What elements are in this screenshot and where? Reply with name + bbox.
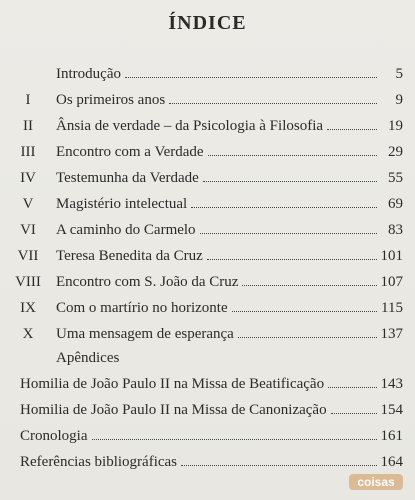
toc-leader-dots <box>203 169 377 182</box>
toc-entry <box>0 324 403 344</box>
toc-entry-number: I <box>25 92 31 108</box>
appendix-entry-label: Cronologia <box>20 428 88 444</box>
toc-entry-label: Teresa Benedita da Cruz <box>56 248 203 264</box>
appendix-entry <box>20 400 403 420</box>
toc-entry-page: 29 <box>388 144 403 160</box>
toc-entry-label: Uma mensagem de esperança <box>56 326 234 342</box>
appendix-entry-page: 154 <box>380 402 403 418</box>
toc-entry-number: V <box>22 196 34 212</box>
toc-leader-dots <box>328 375 376 388</box>
toc-entry-page: 107 <box>380 274 403 290</box>
toc-entry <box>0 142 403 162</box>
toc-entry-page: 101 <box>380 248 403 264</box>
toc-entry <box>0 116 403 136</box>
toc-entry-number: IV <box>20 170 36 186</box>
toc-entry-number: III <box>20 144 36 160</box>
toc-leader-dots <box>331 401 377 414</box>
appendix-entry-label: Homilia de João Paulo II na Missa de Canonização <box>20 402 327 418</box>
toc-entry-label: Magistério intelectual <box>56 196 188 212</box>
toc-leader-dots <box>232 299 377 312</box>
watermark-logo: coisas <box>349 474 403 490</box>
toc-entry-page: 19 <box>388 118 403 134</box>
toc-leader-dots <box>191 195 377 208</box>
toc-entry <box>0 64 403 84</box>
toc-entry-number: IX <box>20 300 36 316</box>
toc-leader-dots <box>327 117 377 130</box>
appendix-entry-label: Referências bibliográficas <box>20 454 178 470</box>
appendix-entry-page: 164 <box>380 454 403 470</box>
toc-entry-page: 83 <box>388 222 403 238</box>
toc-leader-dots <box>200 221 377 234</box>
toc-entry-page: 5 <box>395 66 403 82</box>
appendix-entry <box>20 426 403 446</box>
toc-entry-number: VII <box>17 248 39 264</box>
appendix-heading: Apêndices <box>56 350 120 366</box>
appendix-entry <box>20 452 403 472</box>
toc-entry-label: Testemunha da Verdade <box>56 170 199 186</box>
appendix-entry-page: 161 <box>380 428 403 444</box>
toc-entry-page: 137 <box>380 326 403 342</box>
toc-entry-number: X <box>22 326 34 342</box>
appendix-entry <box>20 374 403 394</box>
page-title: ÍNDICE <box>168 12 247 34</box>
appendix-entry-label: Homilia de João Paulo II na Missa de Beatificação <box>20 376 325 392</box>
appendix-entry-page: 143 <box>380 376 403 392</box>
toc-entry <box>0 194 403 214</box>
toc-entry-number: VIII <box>15 274 41 290</box>
toc-leader-dots <box>208 143 377 156</box>
toc-entry-page: 115 <box>381 300 403 316</box>
toc-entry-number: VI <box>20 222 36 238</box>
toc-leader-dots <box>242 273 376 286</box>
toc-entry-label: Ânsia de verdade – da Psicologia à Filosofia <box>56 118 324 134</box>
toc-entry <box>0 298 403 318</box>
toc-entry <box>0 220 403 240</box>
toc-entry-label: A caminho do Carmelo <box>56 222 196 238</box>
toc-entry-page: 9 <box>395 92 403 108</box>
toc-entry <box>0 246 403 266</box>
toc-leader-dots <box>169 91 377 104</box>
toc-entry-label: Introdução <box>56 66 121 82</box>
toc-entry-label: Os primeiros anos <box>56 92 166 108</box>
toc-entry-label: Encontro com a Verdade <box>56 144 204 160</box>
toc-entry-label: Com o martírio no horizonte <box>56 300 228 316</box>
toc-leader-dots <box>181 453 376 466</box>
toc-entry-label: Encontro com S. João da Cruz <box>56 274 239 290</box>
toc-entry <box>0 272 403 292</box>
toc-leader-dots <box>92 427 377 440</box>
toc-entry <box>0 168 403 188</box>
toc-entry <box>0 90 403 110</box>
toc-leader-dots <box>207 247 377 260</box>
toc-leader-dots <box>238 325 377 338</box>
toc-entry-page: 55 <box>388 170 403 186</box>
toc-entry-number: II <box>23 118 33 134</box>
toc-leader-dots <box>125 65 377 78</box>
toc-entry-page: 69 <box>388 196 403 212</box>
